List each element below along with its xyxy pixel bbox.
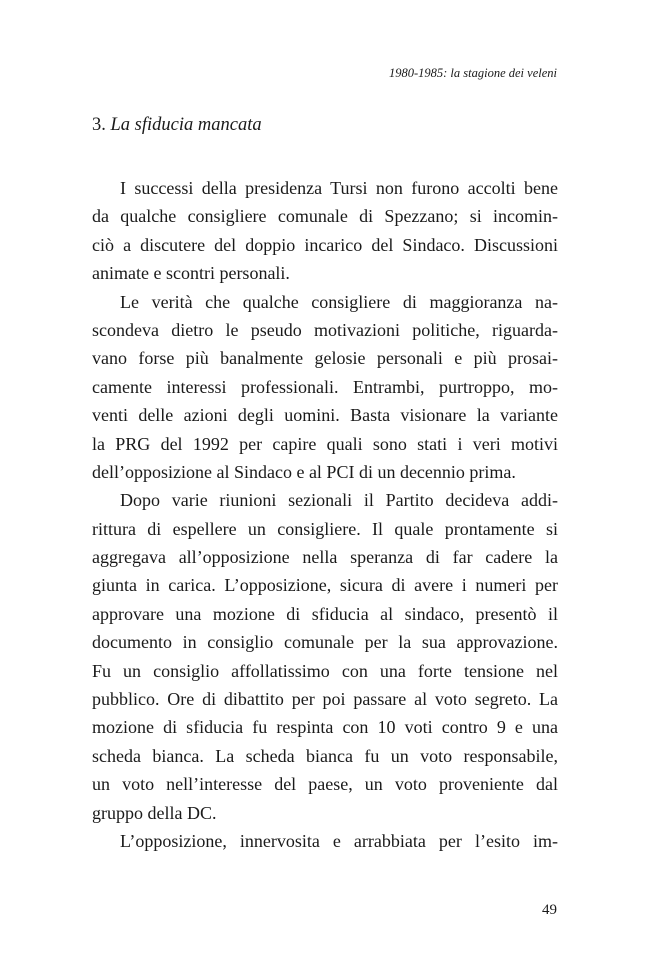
section-heading	[92, 115, 262, 136]
text-line: documento in consiglio comunale per la sua approvazione.	[92, 632, 558, 653]
running-head: 1980-1985: la stagione dei veleni	[388, 66, 557, 80]
text-line: aggregava all’opposizione nella speranza di far cadere la	[92, 547, 558, 568]
section-number: 3.	[92, 115, 106, 135]
section-title: La sfiducia mancata	[110, 115, 262, 135]
text-line: L’opposizione, innervosita e arrabbiata per l’esito im-	[120, 830, 558, 851]
text-line: giunta in carica. L’opposizione, sicura di avere i numeri per	[92, 575, 558, 596]
text-line: mozione di sfiducia fu respinta con 10 voti contro 9 e una	[92, 717, 558, 738]
text-line: venti delle azioni degli uomini. Basta visionare la variante	[92, 405, 558, 426]
text-line: scheda bianca. La scheda bianca fu un voto responsabile,	[92, 745, 558, 766]
text-line: approvare una mozione di sfiducia al sindaco, presentò il	[92, 603, 558, 624]
text-line: camente interessi professionali. Entrambi, purtroppo, mo-	[92, 376, 558, 397]
text-line: animate e scontri personali.	[92, 263, 290, 284]
text-line: vano forse più banalmente gelosie personali e più prosai-	[92, 348, 558, 369]
text-line: Dopo varie riunioni sezionali il Partito decideva addi-	[120, 490, 558, 511]
text-line: Fu un consiglio affollatissimo con una forte tensione nel	[92, 660, 558, 681]
page-number: 49	[542, 902, 557, 918]
text-line: dell’opposizione al Sindaco e al PCI di un decennio prima.	[92, 461, 516, 482]
text-line: I successi della presidenza Tursi non furono accolti bene	[120, 178, 558, 198]
text-line: da qualche consigliere comunale di Spezzano; si incomin-	[92, 206, 558, 227]
text-line: rittura di espellere un consigliere. Il quale prontamente si	[92, 518, 558, 539]
text-line: gruppo della DC.	[92, 802, 217, 823]
text-line: la PRG del 1992 per capire quali sono stati i veri motivi	[92, 433, 558, 454]
text-line: un voto nell’interesse del paese, un voto proveniente dal	[92, 774, 558, 795]
text-line: Le verità che qualche consigliere di maggioranza na-	[120, 291, 558, 312]
text-line: ciò a discutere del doppio incarico del Sindaco. Discussioni	[92, 234, 558, 255]
body-text	[92, 174, 558, 855]
text-line: scondeva dietro le pseudo motivazioni politiche, riguarda-	[92, 319, 558, 340]
text-line: pubblico. Ore di dibattito per poi passare al voto segreto. La	[92, 689, 558, 710]
